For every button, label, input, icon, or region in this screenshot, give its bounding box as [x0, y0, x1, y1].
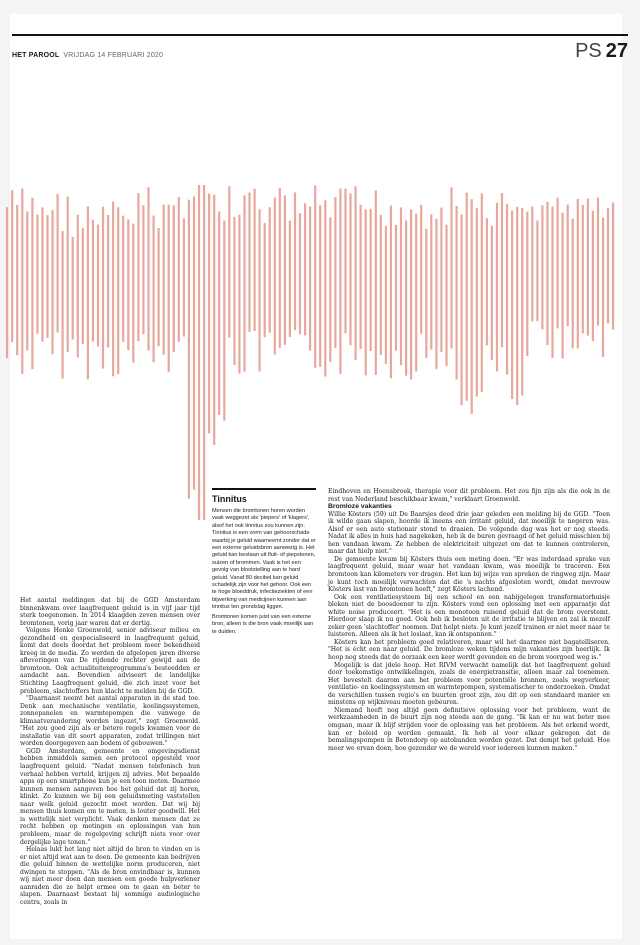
sidebar-title: Tinnitus: [212, 494, 247, 504]
sidebar-paragraph: Bromtonen komen juist van een externe bron, alleen is die bron vaak moeilijk aan te duiden.: [212, 613, 314, 635]
paragraph: Ook een ventilatiesysteem bij een school en een nabijgelegen transformatorhuisje bleken niet de boosdoener te zijn. Kösters vond een oplossing met een apparaatje dat white noise produceert. "Het is een monotoon ruisend geluid dat de brom overstemt. Hierdoor slaap ik nu goed. Ook heb ik besloten uit de irritatie te blijven en zal ik mezelf zeker geen 'slachtoffer' noemen. Dat helpt niets. Je kunt jezelf trainen er niet meer naar te luisteren. Alleen als ik het loslaat, kan ik ontspannen.": [328, 593, 610, 639]
paragraph: Willie Kösters (59) uit De Baarsjes deed drie jaar geleden een melding bij de GGD. "Toen ik wilde gaan slapen, hoorde ik ineens een irritant geluid, dat moeilijk te negeren was. Alsof er een auto stationair stond te draaien. De volgende dag was het er nog steeds. Nadat ik alles in huis had nagekeken, heb ik de buren gevraagd of het geluid misschien bij hen vandaan kwam. Ze hebben de elektriciteit uitgezet om dat te kunnen controleren, maar dat hielp niet.": [328, 510, 610, 556]
tinnitus-sidebar: [212, 488, 316, 638]
brand-name: HET PAROOL: [12, 52, 60, 59]
section-label: PS: [575, 40, 602, 62]
issue-date: VRIJDAG 14 FEBRUARI 2020: [63, 52, 164, 59]
paragraph: Eindhoven en Hoensbroek, therapie voor dit probleem. Het zou fijn zijn als die ook in de rest van Nederland beschikbaar kwam," verklaart Groenwold.: [328, 488, 610, 503]
paragraph: Mogelijk is dat jdele hoop. Het RIVM verwacht namelijk dat het laagfrequent geluid door toekomstige ontwikkelingen, zoals de energietransitie, alleen maar zal toenemen. Het bevestelt daarom aan het probleem voor potentiële bronnen, zoals wegverkeer, ventilatie- en koelingssystemen en warmtepompen, systematischer te onderzoeken. Omdat de verschillen tussen regio's en buurten groot zijn, zou dit op een standaard manier en minstens op wijkniveau moeten gebeuren.: [328, 661, 610, 707]
article-column-right: [328, 488, 610, 752]
paragraph: GGD Amsterdam, gemeente en omgevingsdienst hebben inmiddels samen een protocol opgesteld voor laagfrequent geluid. "Nadat mensen telefonisch hun verhaal hebben verteld, krijgen zij advies. Met bepaalde apps op een smartphone kun je een toon meten. Daarmee kunnen mensen aangeven hoe het geluid dat zij horen, klinkt. Zo kunnen we bij een geluidsmeting vaststellen naar welk geluid gezocht moet worden. Dat wij bij mensen thuis komen om te meten, is louter goodwill. Het is wettelijk niet verplicht. Vaak denken mensen dat ze recht hebben op metingen en oplossingen van hun probleem, maar de regelgeving schrijft niets voor over dergelijke lage tonen.": [20, 747, 200, 846]
paragraph: Helaas lukt het lang niet altijd de bron te vinden en is er niet altijd wat aan te doen. De gemeente kan bedrijven die geluid binnen de wettelijke norm produceren, niet dwingen te stoppen. "Als de bron onvindbaar is, kunnen wij niet meer doen dan mensen een goede hulpverlener aanraden die ze helpt ermee om te gaan en beter te slapen. Daarnaast bestaat bij sommige audiologische centra, zoals in: [20, 846, 200, 906]
sidebar-rule: [212, 488, 316, 490]
paragraph: Het aantal meldingen dat bij de GGD Amsterdam binnenkwam over laagfrequent geluid is in vijf jaar tijd sterk toegenomen. In 2014 klaagden zeven mensen over bromtonen, vorig jaar waren dat er dertig.: [20, 597, 200, 627]
sidebar-paragraph: Mensen die bromtonen horen worden vaak weggezet als 'piepers' of 'klagers', alsof het ook tinnitus zou kunnen zijn. Tinnitus is een vorm van gehoorschade waarbij je geluid waarneemt zonder dat er een externe geluidsbron aanwezig is. Het geluid kan bestaan uit fluit- of piepstonen, suizen of brommen. Vaak is het een gevolg van blootstelling aan te hard geluid. Vanaf 80 decibel kan geluid schadelijk zijn voor het gehoor. Ook een te hoge bloeddruk, infectieziekten of een bijwerking van medicijnen kunnen aan tinnitus ten grondslag liggen.: [212, 508, 316, 611]
paragraph: "Daarnaast neemt het aantal apparaten in de stad toe. Denk aan mechanische ventilatie, koelingssystemen, zonnepanelen en warmtepompen die vanwege de klimaatverandering worden ingezet," zegt Groenwold. "Het zou goed zijn als er betere regels kwamen voor de installatie van dit soort apparaten, zodat trillingen niet worden doorgegeven aan bodem of gebouwen.": [20, 695, 200, 748]
header-rule: [12, 34, 628, 36]
paragraph: Niemand heeft nog altijd geen definitieve oplossing voor het probleem, want de werkzaamheden in de buurt zijn nog steeds aan de gang. "Ik kan er nu wat beter mee omgaan, maar ik blijf strijden voor de oplossing van het probleem. Als het erkend wordt, kan er beleid op worden gemaakt. Ik heb al voor elkaar gekregen dat de bemalingspompen in Betondorp op autobanden worden gezet. Dat dempt het geluid. Hoe meer we ervan doen, hoe gezonder we de wereld voor iedereen kunnen maken.": [328, 706, 610, 752]
article-column-left: [20, 597, 200, 906]
paragraph: Volgens Henke Groenwold, senior adviseur milieu en gezondheid en gespecialiseerd in laagfrequent geluid, komt dat deels doordat het probleem meer bekendheid kreeg in de media. Zo werden de afgelopen jaren diverse afleveringen van De rijdende rechter gewijd aan de bromtoon. Ook actualiteitenprogramma's besteedden er aandacht aan. Bovendien adviseert de landelijke Stichting Laagfrequent geluid, die zich inzet voor het probleem, slachtoffers hun klacht te melden bij de GGD.: [20, 627, 200, 695]
page-header: [12, 34, 628, 74]
page-number: 27: [605, 40, 628, 62]
masthead: [12, 52, 163, 59]
paragraph: De gemeente kwam bij Kösters thuis een meting doen. "Er was inderdaad sprake van laagfrequent geluid, maar waar het vandaan kwam, was moeilijk te traceren. Een bromtoon kan kilometers ver dragen. Het kan bij wijze van spreken de ringweg zijn. Maar je kunt toch moeilijk verwachten dat die 's nachts afgesloten wordt, omdat mevrouw Kösters last van bromtonen heeft," zegt Kösters lachend.: [328, 555, 610, 594]
section-page-label: [575, 40, 628, 63]
paragraph: Kösters kan het probleem goed relativeren, maar wil het daarmee niet bagatelliseren. "Het is écht een naar geluid. De bromloze weken tijdens mijn vakanties zijn heerlijk. Ik hoop nog steeds dat de oorzaak een keer wordt gevonden en de brom voorgoed weg is.": [328, 638, 610, 662]
subheading: Bromloze vakanties: [328, 503, 392, 511]
